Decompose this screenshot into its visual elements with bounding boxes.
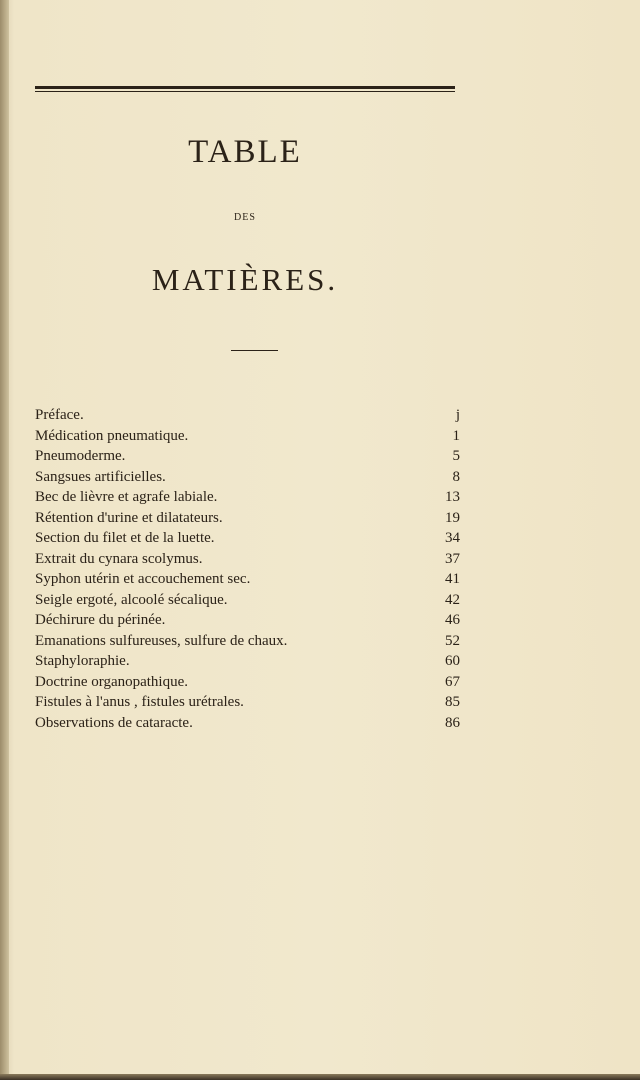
toc-entry [35,549,460,570]
toc-entry-title: Sangsues artificielles. [35,468,166,485]
toc-entry-page: 85 [445,694,460,710]
toc-entry-title: Emanations sulfureuses, sulfure de chaux. [35,632,288,649]
toc-entry-page: 1 [452,427,460,444]
toc-entry [35,610,460,631]
toc-entry-page: 46 [445,612,460,628]
toc-entry-page: 19 [445,509,460,526]
toc-entry-title: Rétention d'urine et dilatateurs. [35,509,223,526]
toc-entry-title: Syphon utérin et accouchement sec. [35,571,251,587]
toc-entry [35,508,460,529]
toc-entry [35,405,460,426]
toc-entry-page: 41 [445,571,460,587]
toc-entry-title: Staphyloraphie. [35,653,130,669]
toc-entry-page: 5 [452,448,460,464]
toc-entry-page: 67 [445,673,460,690]
divider-rule [231,350,278,351]
toc-entry [35,569,460,590]
toc-entry-page: 52 [445,632,460,649]
toc-entry [35,692,460,713]
toc-entry-title: Bec de lièvre et agrafe labiale. [35,489,218,505]
toc-entry-title: Médication pneumatique. [35,427,189,444]
heading-matieres: MATIÈRES. [151,262,339,297]
toc-entry [35,672,460,693]
toc-entry [35,467,460,488]
toc-entry-title: Déchirure du périnée. [35,612,166,628]
toc-entry-page: 8 [452,468,460,485]
toc-entry [35,426,460,447]
toc-entry-title: Section du filet et de la luette. [35,530,215,546]
toc-entry [35,713,460,734]
heading-table: TABLE [188,134,302,170]
toc-entry [35,590,460,611]
toc-entry-page: 34 [445,530,460,546]
toc-entry-page: 13 [445,489,460,505]
top-rule [35,86,455,89]
page-bottom-edge [0,1074,640,1080]
toc-entry-title: Doctrine organopathique. [35,673,189,690]
table-of-contents [35,405,460,733]
toc-entry [35,446,460,467]
toc-entry [35,528,460,549]
toc-entry-title: Préface. [35,407,84,423]
toc-entry-page: 37 [445,550,460,567]
toc-entry-title: Pneumoderme. [35,448,126,464]
toc-entry [35,631,460,652]
toc-entry-title: Observations de cataracte. [35,714,193,731]
toc-entry-page: 86 [445,714,460,731]
toc-entry-page: 42 [445,591,460,608]
toc-entry-title: Seigle ergoté, alcoolé sécalique. [35,591,228,608]
toc-entry-title: Extrait du cynara scolymus. [35,550,203,567]
toc-entry [35,651,460,672]
toc-entry-page: j [455,407,460,423]
heading-des: DES [234,212,256,223]
toc-entry-page: 60 [445,653,460,669]
toc-entry [35,487,460,508]
toc-entry-title: Fistules à l'anus , fistules urétrales. [35,694,244,710]
top-rule-thin [35,91,455,92]
